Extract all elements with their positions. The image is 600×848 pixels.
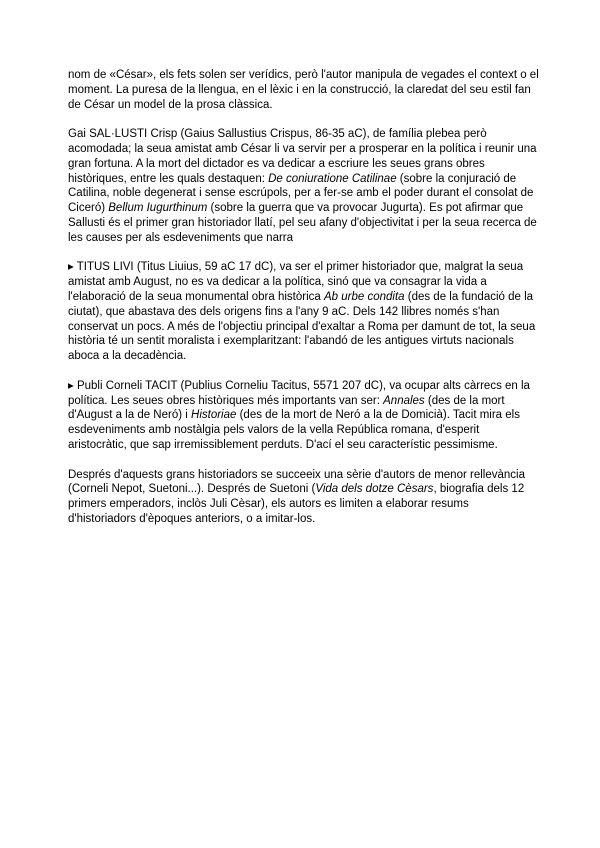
text-run: Annales: [383, 394, 425, 407]
text-run: Ab urbe condita: [323, 290, 405, 303]
text-run: (des de la mort d'August a la de Neró) i: [68, 394, 505, 422]
text-run: nom de «César», els fets solen ser verídics, però l'autor manipula de vegades el context o el moment. La puresa de la llengua, en el lèxic i en la construcció, la claredat del seu estil fan de César un model de la prosa clàssica.: [68, 69, 539, 111]
paragraph: [68, 127, 539, 245]
text-run: De coniuratione Catilinae: [268, 172, 397, 185]
paragraph: [68, 68, 539, 112]
text-run: Historiae: [191, 409, 237, 422]
text-run: (sobre la guerra que va provocar Jugurta). Es pot afirmar que Sallusti és el primer gran historiador llatí, pel seu afany d'objectivitat i per la seua recerca de les causes per als esdeveniments que narra: [68, 202, 537, 244]
text-run: Vida dels dotze Cèsars: [315, 483, 434, 496]
paragraph: [68, 468, 539, 527]
document-text-block: [68, 68, 539, 542]
text-run: (des de la fundació de la ciutat), que abastava des dels origens fins a l'any 9 aC. Dels 142 llibres només s'han conservat un pocs. A més de l'objectiu principal d'exaltar a Roma per damunt de tot, la seua història té un sentit moralista i exemplaritzant: l'abandó de les antigues virtuts nacionals aboca a la decadència.: [68, 290, 536, 363]
paragraph: [68, 260, 539, 364]
text-run: Bellum Iugurthinum: [108, 202, 208, 215]
text-run: Després d'aquests grans historiadors se succeeix una sèrie d'autors de menor rellevància (Corneli Nepot, Suetoni...). Després de Suetoni (: [68, 468, 525, 496]
paragraph: [68, 379, 539, 453]
text-run: ▸ TITUS LIVI (Titus Liuius, 59 aC 17 dC), va ser el primer historiador que, malgrat la seua amistat amb August, no es va dedicar a la política, sinó que va consagrar la vida a l'elaboració de la seua monumental obra històrica: [68, 261, 524, 303]
text-run: (des de la mort de Neró a la de Domicià). Tacit mira els esdeveniments amb nostàlgia pels valors de la vella República romana, d'esperit aristocràtic, que sap irremissiblement perduts. D'ací el seu característic pessimisme.: [68, 409, 520, 451]
text-run: (sobre la conjuració de Catilina, noble degenerat i sense escrúpols, per a fer-se amb el poder durant el consolat de Ciceró): [68, 172, 534, 215]
text-run: ▸ Publi Corneli TACIT (Publius Corneliu Tacitus, 5571 207 dC), va ocupar alts càrrecs en la política. Les seues obres històriques més importants van ser:: [68, 379, 530, 407]
text-run: , biografia dels 12 primers emperadors, inclòs Juli Cèsar), els autors es limiten a elaborar resums d'historiadors d'èpoques anteriors, o a imitar-los.: [68, 483, 525, 525]
text-run: Gai SAL·LUSTI Crisp (Gaius Sallustius Crispus, 86-35 aC), de família plebea però acomodada; la seua amistat amb César li va servir per a prosperar en la política i reunir una gran fortuna. A la mort del dictador es va dedicar a escriure les seues grans obres històriques, entre les quals destaquen:: [68, 128, 537, 185]
